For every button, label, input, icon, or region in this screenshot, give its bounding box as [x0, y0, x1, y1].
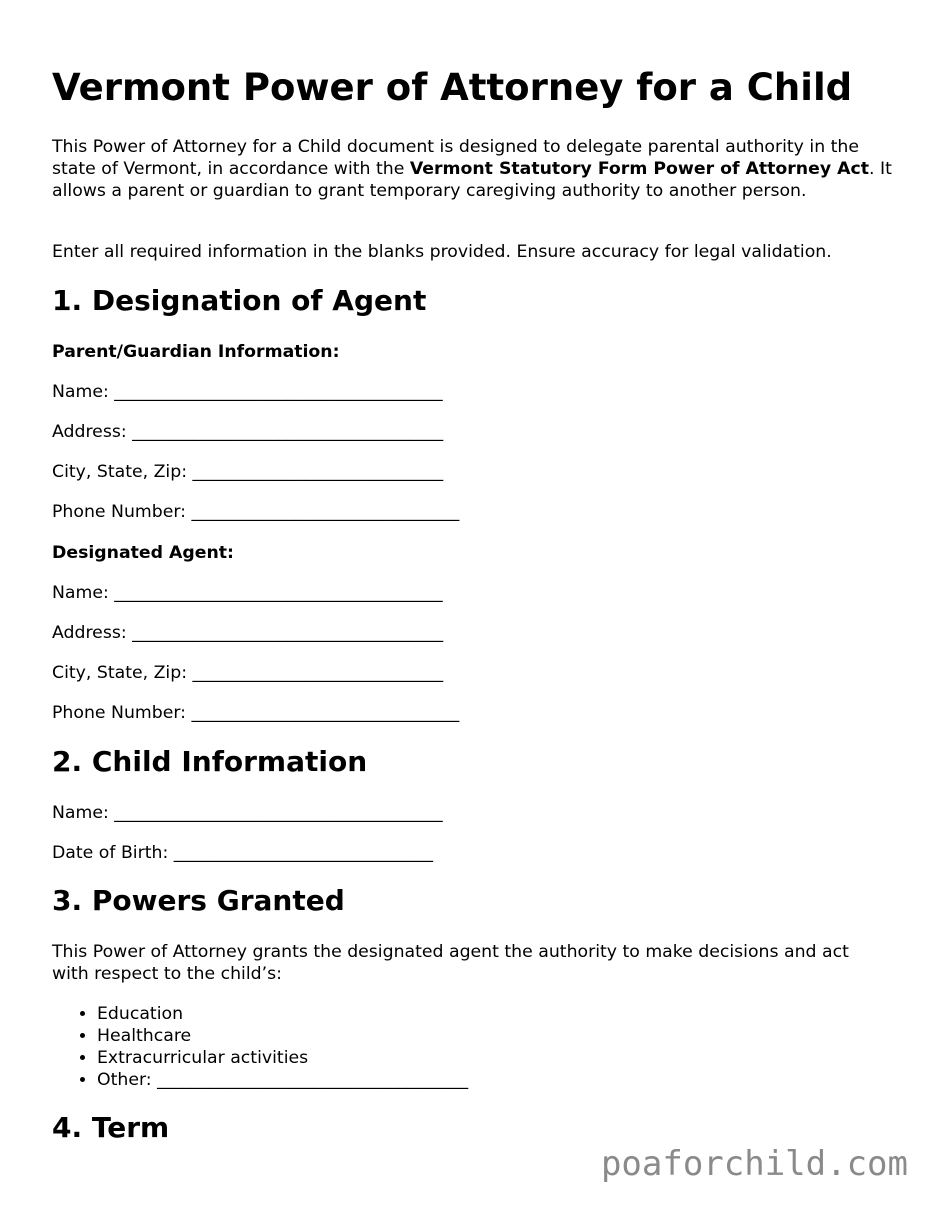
intro-text-2: . It allows a parent or guardian to grant temporary caregiving authority to another person. [52, 159, 892, 201]
intro-text-1: This Power of Attorney for a Child document is designed to delegate parental authority in the state of Vermont, in accordance with the [52, 137, 859, 179]
document-title: Vermont Power of Attorney for a Child [52, 66, 853, 109]
intro-act-name: Vermont Statutory Form Power of Attorney Act [409, 159, 869, 179]
powers-paragraph: This Power of Attorney grants the designated agent the authority to make decisions and act with respect to the child’s: [52, 942, 849, 984]
list-item: • Healthcare [97, 1025, 468, 1047]
powers-list [52, 1003, 468, 1091]
parent-info-label: Parent/Guardian Information: [52, 342, 340, 362]
agent-info-label: Designated Agent: [52, 543, 234, 563]
agent-phone-field[interactable]: Phone Number: _______________________________ [52, 703, 460, 723]
list-item[interactable]: • Other: ____________________________________ [97, 1069, 468, 1091]
parent-city-field[interactable]: City, State, Zip: _____________________________ [52, 462, 444, 482]
agent-address-field[interactable]: Address: ____________________________________ [52, 623, 444, 643]
child-dob-field[interactable]: Date of Birth: ______________________________ [52, 843, 433, 863]
list-item: • Education [97, 1003, 468, 1025]
section1-heading: 1. Designation of Agent [52, 284, 427, 317]
agent-name-field[interactable]: Name: ______________________________________ [52, 583, 443, 603]
watermark: poaforchild.com [600, 1144, 908, 1184]
parent-phone-field[interactable]: Phone Number: _______________________________ [52, 502, 460, 522]
list-item: • Extracurricular activities [97, 1047, 468, 1069]
parent-address-field[interactable]: Address: ____________________________________ [52, 422, 444, 442]
intro-paragraph [52, 136, 892, 202]
instruction-paragraph: Enter all required information in the blanks provided. Ensure accuracy for legal validation. [52, 242, 832, 262]
section2-heading: 2. Child Information [52, 745, 368, 778]
agent-city-field[interactable]: City, State, Zip: _____________________________ [52, 663, 444, 683]
section3-heading: 3. Powers Granted [52, 884, 345, 917]
child-name-field[interactable]: Name: ______________________________________ [52, 803, 443, 823]
section4-heading: 4. Term [52, 1111, 170, 1144]
parent-name-field[interactable]: Name: ______________________________________ [52, 382, 443, 402]
